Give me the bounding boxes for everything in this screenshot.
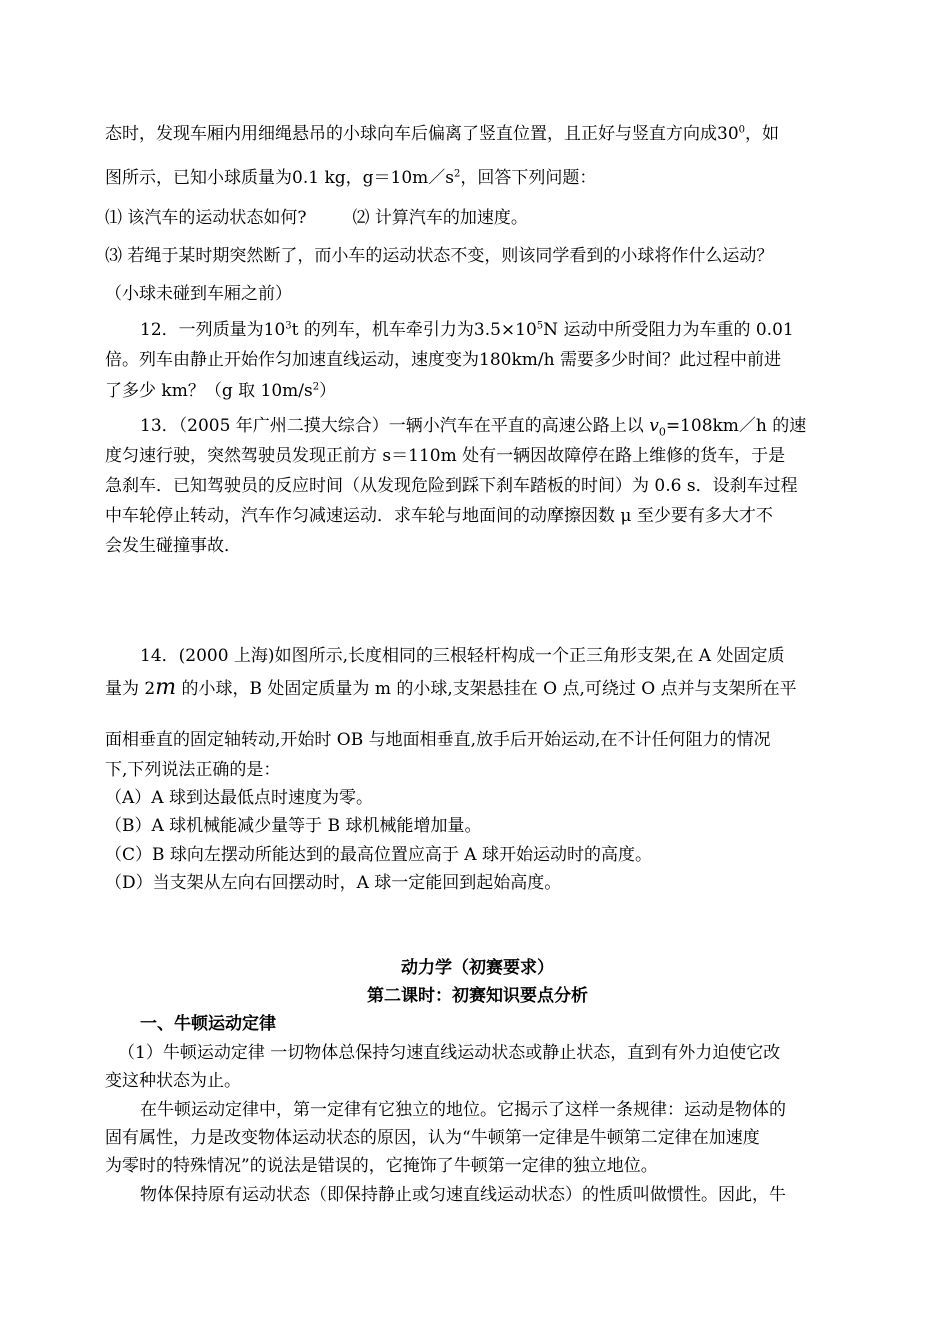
p14-option-d: （D）当支架从左向右回摆动时，A 球一定能回到起始高度。 (105, 873, 562, 893)
s1-line-2: 变这种状态为止。 (105, 1071, 241, 1091)
p12-line-2: 倍。列车由静止开始作匀加速直线运动，速度变为180km/h 需要多少时间？此过程中前进 (105, 350, 781, 370)
p11-q3-note: （小球未碰到车厢之前） (105, 284, 292, 304)
s2-line-2: 固有属性，力是改变物体运动状态的原因，认为“牛顿第一定律是牛顿第二定律在加速度 (105, 1128, 760, 1148)
section-title: 动力学（初赛要求） (401, 958, 554, 978)
s3-line-1: 物体保持原有运动状态（即保持静止或匀速直线运动状态）的性质叫做惯性。因此，牛 (140, 1185, 786, 1205)
p14-option-a: （A）A 球到达最低点时速度为零。 (105, 788, 373, 808)
p11-q2: ⑵ 计算汽车的加速度。 (352, 208, 528, 228)
s1-line-1: （1）牛顿运动定律 一切物体总保持匀速直线运动状态或静止状态，直到有外力迫使它改 (118, 1043, 781, 1063)
p11-line-1: 态时，发现车厢内用细绳悬吊的小球向车后偏离了竖直位置，且正好与竖直方向成$30^0$，如 (105, 124, 780, 144)
p13-line-4: 中车轮停止转动，汽车作匀减速运动．求车轮与地面间的动摩擦因数 μ 至少要有多大才不 (105, 506, 773, 526)
section-heading-1: 一、牛顿运动定律 (140, 1014, 276, 1034)
p13-line-1: 13．（2005 年广州二摸大综合）一辆小汽车在平直的高速公路上以 $v_0=108km/h$ 的速 (140, 416, 807, 439)
p13-line-5: 会发生碰撞事故． (105, 536, 241, 556)
p12-line-1: 12．一列质量为$10^3t$ 的列车，机车牵引力为$3.5\times 10^5N$ 运动中所受阻力为车重的 0.01 (140, 320, 794, 340)
p13-line-2: 度匀速行驶，突然驾驶员发现正前方 s＝110m 处有一辆因故障停在路上维修的货车，于是 (105, 446, 786, 466)
p14-line-3: 面相垂直的固定轴转动,开始时 OB 与地面相垂直,放手后开始运动,在不计任何阻力的情况 (105, 730, 771, 750)
p14-line-2: 量为 2m 的小球，B 处固定质量为 m 的小球,支架悬挂在 O 点,可绕过 O 点并与支架所在平 (105, 675, 797, 700)
p14-line-4: 下,下列说法正确的是： (105, 760, 281, 780)
s2-line-1: 在牛顿运动定律中，第一定律有它独立的地位。它揭示了这样一条规律：运动是物体的 (140, 1100, 786, 1120)
p11-q1: ⑴ 该汽车的运动状态如何? (105, 208, 307, 228)
p12-line-3: 了多少 km？（g 取 $10m/s^2$） (105, 381, 337, 401)
p13-line-3: 急刹车．已知驾驶员的反应时间（从发现危险到踩下刹车踏板的时间）为 0.6 s．设刹车过程 (105, 476, 798, 496)
p11-line-2: 图所示，已知小球质量为0.1 kg，$g=10m/s^2$，回答下列问题： (105, 168, 597, 188)
p14-option-b: （B）A 球机械能减少量等于 B 球机械能增加量。 (105, 816, 482, 836)
math-var-m: m (155, 675, 177, 700)
s2-line-3: 为零时的特殊情况”的说法是错误的，它掩饰了牛顿第一定律的独立地位。 (105, 1156, 658, 1176)
section-subtitle: 第二课时：初赛知识要点分析 (367, 986, 588, 1006)
p11-q3: ⑶ 若绳于某时期突然断了，而小车的运动状态不变，则该同学看到的小球将作什么运动？ (105, 246, 774, 266)
p14-option-c: （C）B 球向左摆动所能达到的最高位置应高于 A 球开始运动时的高度。 (105, 845, 652, 865)
p11-questions-1-2 (105, 206, 850, 230)
p14-line-1: 14．(2000 上海)如图所示,长度相同的三根轻杆构成一个正三角形支架,在 A 处固定质 (140, 646, 785, 666)
